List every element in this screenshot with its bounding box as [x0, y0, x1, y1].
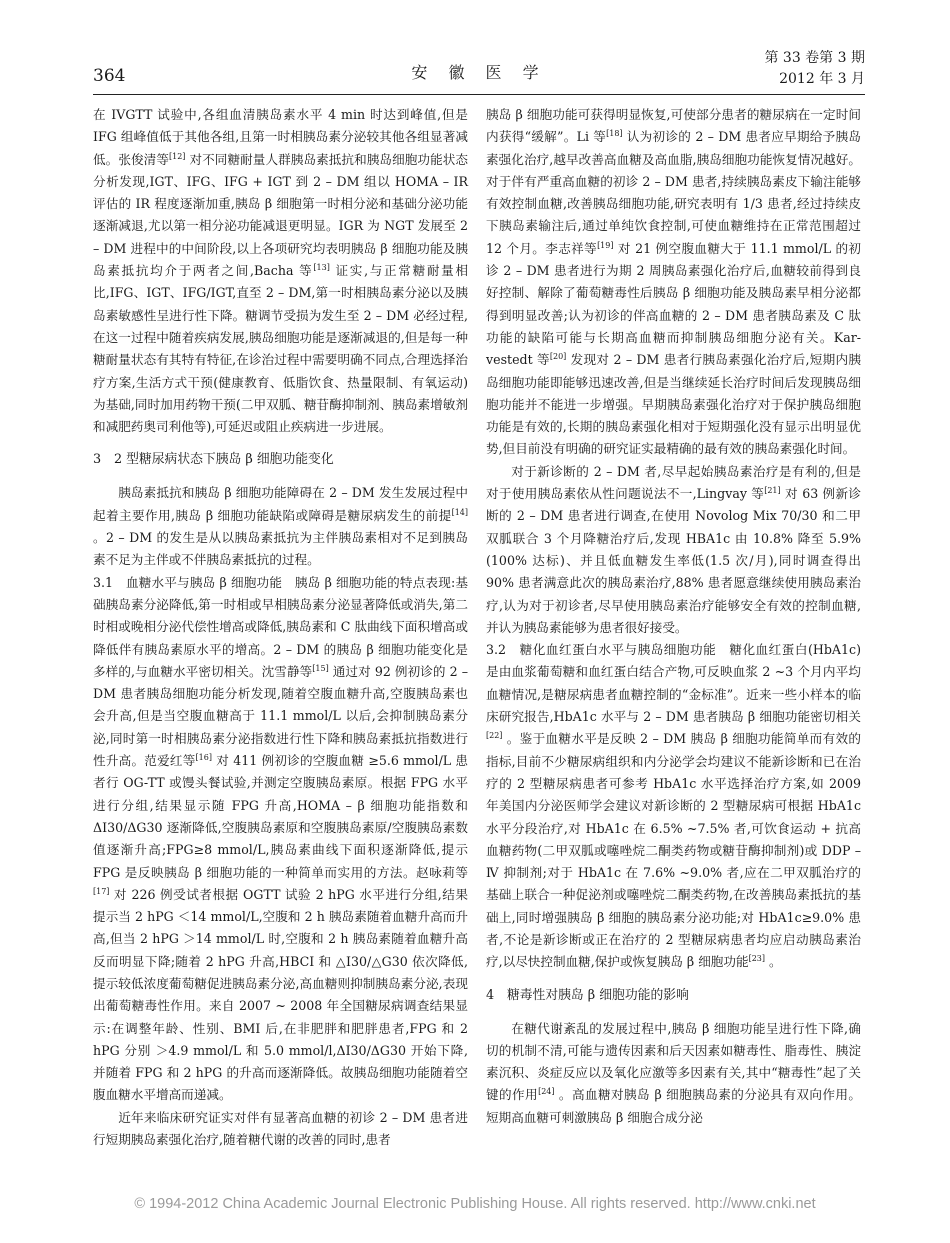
section-heading: 3 2 型糖尿病状态下胰岛 β 细胞功能变化 [93, 452, 334, 468]
citation: [15] [312, 663, 329, 673]
paragraph: 胰岛素抵抗和胰岛 β 细胞功能障碍在 2 – DM 发生发展过程中起着主要作用,胰岛 β 细胞功能缺陷或障碍是糖尿病发生的前提[14] 。2 – DM 的发生是从以胰岛素抵抗为主伴胰岛素相对不足到胰岛素不足为主伴或不伴胰岛素抵抗的过程。 [93, 485, 468, 568]
citation: [21] [764, 485, 781, 495]
issue-date: 2012 年 3 月 [779, 71, 865, 87]
volume-issue: 第 33 卷第 3 期 [764, 50, 865, 66]
citation: [18] [606, 129, 623, 139]
header-rule [93, 94, 865, 95]
paragraph: 近年来临床研究证实对伴有显著高血糖的初诊 2 – DM 患者进行短期胰岛素强化治疗,随着糖代谢的改善的同时,患者 [93, 1109, 468, 1148]
citation: [22] [486, 731, 503, 741]
right-column [486, 104, 861, 1129]
page-number: 364 [93, 66, 126, 86]
journal-title: 安 徽 医 学 [411, 63, 547, 82]
citation: [23] [748, 954, 765, 964]
citation: [12] [168, 151, 186, 161]
citation: [17] [93, 886, 110, 896]
citation: [24] [538, 1087, 555, 1097]
paragraph: 在糖代谢紊乱的发展过程中,胰岛 β 细胞功能呈进行性下降,确切的机制不清,可能与遗传因素和后天因素如糖毒性、脂毒性、胰淀素沉积、炎症反应以及氧化应激等多因素有关,其中“糖毒性”起了关键的作用[24] 。高血糖对胰岛 β 细胞胰岛素的分泌具有双向作用。短期高血糖可刺激胰岛 β 细胞合成分泌 [486, 1020, 862, 1125]
subsection-paragraph: 3.2 糖化血红蛋白水平与胰岛细胞功能 糖化血红蛋白(HbA1c)是由血浆葡萄糖和血红蛋白结合产物,可反映血浆 2 ~3 个月内平均血糖情况,是糖尿病患者血糖控制的“金标准”。近来一些小样本的临床研究报告,HbA1c 水平与 2 – DM 患者胰岛 β 细胞功能密切相关[22] 。鉴于血糖水平是反映 2 – DM 胰岛 β 细胞功能简单而有效的指标,目前不少糖尿病组织和内分泌学会均建议不能新诊断和已在治疗的 2 型糖尿病患者可参考 HbA1c 水平选择治疗方案,如 2009 年美国内分泌医师学会建议对新诊断的 2 型糖尿病可根据 HbA1c 水平分段治疗,对 HbA1c 在 6.5% ~7.5% 者,可饮食运动 + 抗高血糖药物(二甲双胍或噻唑烷二酮类药物或糖苷酶抑制剂)或 DDP – Ⅳ 抑制剂;对于 HbA1c 在 7.6% ~9.0% 者,应在二甲双胍治疗的基础上联合一种促泌剂或噻唑烷二酮类药物,在改善胰岛素抵抗的基础上,同时增强胰岛 β 细胞的胰岛素分泌功能;对 HbA1c≥9.0% 患者,不论是新诊断或正在治疗的 2 型糖尿病患者均应启动胰岛素治疗,以尽快控制血糖,保护或恢复胰岛 β 细胞功能[23] 。 [486, 642, 861, 970]
citation: [14] [451, 507, 468, 517]
left-column [93, 104, 468, 1151]
citation: [16] [195, 752, 212, 762]
paragraph: 胰岛 β 细胞功能可获得明显恢复,可使部分患者的糖尿病在一定时间内获得“缓解”。Li 等[18] 认为初诊的 2 – DM 患者应早期给予胰岛素强化治疗,越早改善高血糖及高血脂,胰岛细胞功能恢复情况越好。对于伴有严重高血糖的初诊 2 – DM 患者,持续胰岛素皮下输注能够有效控制血糖,改善胰岛细胞功能,研究表明有 1/3 患者,经过持续皮下胰岛素输注后,通过单纯饮食控制,可使血糖维持在正常范围超过 12 个月。李志祥等[19] 对 21 例空腹血糖大于 11.1 mmol/L 的初诊 2 – DM 患者进行为期 2 周胰岛素强化治疗后,血糖较前得到良好控制、解除了葡萄糖毒性后胰岛 β 细胞功能及胰岛素早相分泌都得到明显改善;认为初诊的伴高血糖的 2 – DM 患者胰岛素及 C 肽功能的缺陷可能与长期高血糖而抑制胰岛细胞分泌有关。Kar-vestedt 等[20] 发现对 2 – DM 患者行胰岛素强化治疗后,短期内胰岛细胞功能即能够迅速改善,但是当继续延长治疗时间后发现胰岛细胞功能并不能进一步增强。早期胰岛素强化治疗对于保护胰岛细胞功能是有效的,长期的胰岛素强化相对于短期强化没有显示出明显优势,但目前没有明确的研究证实最精确的最有效的胰岛素强化时间。 [486, 107, 862, 457]
copyright-footer: © 1994-2012 China Academic Journal Electronic Publishing House. All rights reserved. http://www.cnki.net [134, 1196, 816, 1212]
issue-info [764, 48, 865, 90]
citation: [13] [313, 262, 330, 272]
paragraph: 在 IVGTT 试验中,各组血清胰岛素水平 4 min 时达到峰值,但是 IFG 组峰值低于其他各组,且第一时相胰岛素分泌较其他各组显著减低。张俊清等[12] 对不同糖耐量人群胰岛素抵抗和胰岛细胞功能状态分析发现,IGT、IFG、IFG + IGT 到 2 – DM 组以 HOMA – IR 评估的 IR 程度逐渐加重,胰岛 β 细胞第一时相分泌和基础分泌功能逐渐减退,尤以第一相分泌功能减退更明显。IGR 为 NGT 发展至 2 – DM 进程中的中间阶段,以上各项研究均表明胰岛 β 细胞功能及胰岛素抵抗均介于两者之间,Bacha 等[13] 证实,与正常糖耐量相比,IFG、IGT、IFG/IGT,直至 2 – DM,第一时相胰岛素分泌以及胰岛素敏感性呈进行性下降。糖调节受损为发生至 2 – DM 必经过程,在这一过程中随着疾病发展,胰岛细胞功能是逐渐减退的,但是每一种糖耐量状态有其特有特征,在诊治过程中需要明确不同点,合理选择治疗方案,生活方式干预(健康教育、低脂饮食、热量限制、有氧运动)为基础,同时加用药物干预(二甲双胍、糖苷酶抑制剂、胰岛素增敏剂和减肥药奥司利他等),可延迟或阻止疾病进一步进展。 [93, 107, 468, 435]
citation: [20] [549, 352, 567, 362]
subsection-paragraph: 3.1 血糖水平与胰岛 β 细胞功能 胰岛 β 细胞功能的特点表现:基础胰岛素分泌降低,第一时相或早相胰岛素分泌显著降低或消失,第二时相或晚相分泌代偿性增高或降低,胰岛素和 C 肽曲线下面积增高或降低伴有胰岛素原水平的增高。2 – DM 的胰岛 β 细胞功能变化是多样的,与血糖水平密切相关。沈雪静等[15] 通过对 92 例初诊的 2 – DM 患者胰岛细胞功能分析发现,随着空腹血糖升高,空腹胰岛素也会升高,但是当空腹血糖高于 11.1 mmol/L 以后,会抑制胰岛素分泌,同时第一时相胰岛素分泌指数进行性下降和胰岛素抵抗指数进行性升高。范爱红等[16] 对 411 例初诊的空腹血糖 ≥5.6 mmol/L 患者行 OG-TT 或馒头餐试验,并测定空腹胰岛素原。根据 FPG 水平进行分组,结果显示随 FPG 升高,HOMA – β 细胞功能指数和 ΔI30/ΔG30 逐渐降低,空腹胰岛素原和空腹胰岛素原/空腹胰岛素数值逐渐升高;FPG≥8 mmol/L,胰岛素曲线下面积逐渐降低,提示 FPG 是反映胰岛 β 细胞功能的一种简单而实用的方法。赵咏莉等[17] 对 226 例受试者根据 OGTT 试验 2 hPG 水平进行分组,结果提示当 2 hPG ＜14 mmol/L,空腹和 2 h 胰岛素随着血糖升高而升高,但当 2 hPG ＞14 mmol/L 时,空腹和 2 h 胰岛素随着血糖升高反而明显下降;随着 2 hPG 升高,HBCI 和 △I30/△G30 依次降低,提示较低浓度葡萄糖促进胰岛素分泌,高血糖则抑制胰岛素分泌,表现出葡萄糖毒性作用。来自 2007 ~ 2008 年全国糖尿病调查结果显示:在调整年龄、性别、BMI 后,在非肥胖和肥胖患者,FPG 和 2 hPG 分别 ＞4.9 mmol/L 和 5.0 mmol/l,ΔI30/ΔG30 开始下降,并随着 FPG 和 2 hPG 的升高而逐渐降低。故胰岛细胞功能随着空腹血糖水平增高而递减。 [93, 574, 468, 1103]
page-header [93, 48, 865, 92]
paragraph: 对于新诊断的 2 – DM 者,尽早起始胰岛素治疗是有利的,但是对于使用胰岛素依从性问题说法不一,Lingvay 等[21] 对 63 例新诊断的 2 – DM 患者进行调查,在使用 Novolog Mix 70/30 和二甲双胍联合 3 个月降糖治疗后,发现 HBA1c 由 10.8% 降至 5.9%(100% 达标)、并且低血糖发生率低(1.5 次/月),同时调查得出 90% 患者满意此次的胰岛素治疗,88% 患者愿意继续使用胰岛素治疗,认为对于初诊者,尽早使用胰岛素治疗能够安全有效的控制血糖,并认为胰岛素能够为患者很好接受。 [486, 463, 861, 635]
citation: [19] [597, 240, 614, 250]
section-heading: 4 糖毒性对胰岛 β 细胞功能的影响 [486, 987, 689, 1003]
